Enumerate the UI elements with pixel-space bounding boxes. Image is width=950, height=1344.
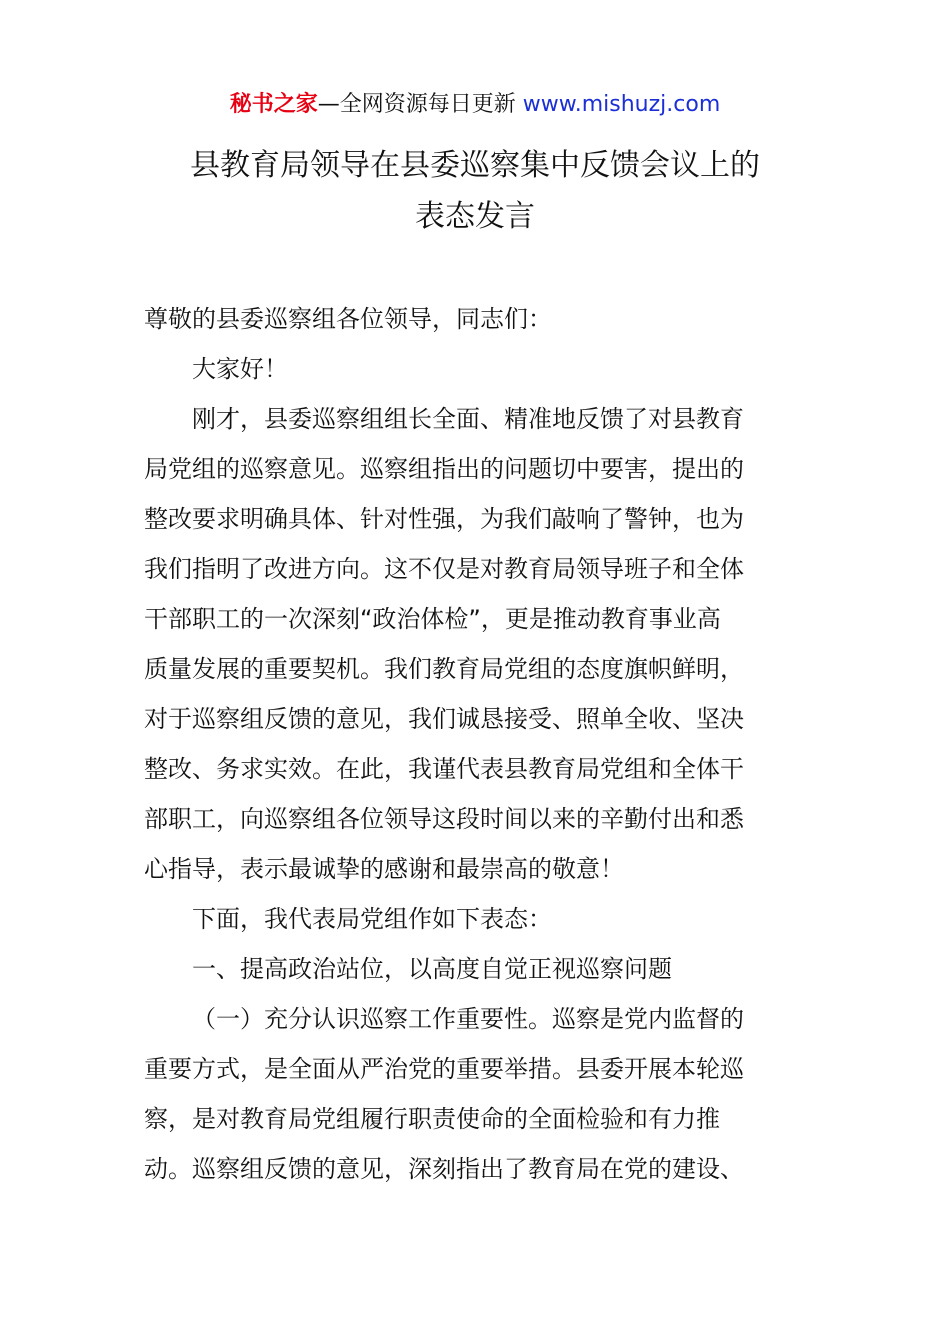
site-url-link[interactable]: www.mishuzj.com [522, 92, 721, 117]
paragraph-line: 重要方式，是全面从严治党的重要举措。县委开展本轮巡 [144, 1055, 744, 1083]
paragraph-line: 心指导，表示最诚挚的感谢和最崇高的敬意！ [144, 855, 624, 883]
paragraph-line: 局党组的巡察意见。巡察组指出的问题切中要害，提出的 [144, 455, 744, 483]
paragraph-line: 干部职工的一次深刻“政治体检”，更是推动教育事业高 [144, 605, 721, 633]
brand-name: 秘书之家 [229, 92, 318, 117]
section-heading: 一、提高政治站位，以高度自觉正视巡察问题 [192, 955, 672, 983]
paragraph-line: 对于巡察组反馈的意见，我们诚恳接受、照单全收、坚决 [144, 705, 744, 733]
paragraph-line: 动。巡察组反馈的意见，深刻指出了教育局在党的建设、 [144, 1155, 744, 1183]
paragraph-line: 下面，我代表局党组作如下表态： [192, 905, 552, 933]
salutation-line: 尊敬的县委巡察组各位领导，同志们： [144, 305, 552, 333]
speech-body [144, 294, 816, 1194]
paragraph-line: 质量发展的重要契机。我们教育局党组的态度旗帜鲜明， [144, 655, 744, 683]
paragraph-line: 我们指明了改进方向。这不仅是对教育局领导班子和全体 [144, 555, 744, 583]
paragraph-line: 部职工，向巡察组各位领导这段时间以来的辛勤付出和悉 [144, 805, 744, 833]
paragraph-line: 整改、务求实效。在此，我谨代表县教育局党组和全体干 [144, 755, 744, 783]
paragraph-line: 整改要求明确具体、针对性强，为我们敲响了警钟，也为 [144, 505, 744, 533]
paragraph-line: 察，是对教育局党组履行职责使命的全面检验和有力推 [144, 1105, 720, 1133]
site-header [0, 90, 950, 120]
paragraph-line: （一）充分认识巡察工作重要性。巡察是党内监督的 [192, 1005, 744, 1033]
greeting-line: 大家好！ [192, 355, 288, 383]
document-title-line-2: 表态发言 [415, 199, 535, 234]
paragraph-line: 刚才，县委巡察组组长全面、精准地反馈了对县教育 [192, 405, 744, 433]
document-title-line-1: 县教育局领导在县委巡察集中反馈会议上的 [190, 148, 760, 183]
header-tagline: —全网资源每日更新 [317, 92, 516, 117]
